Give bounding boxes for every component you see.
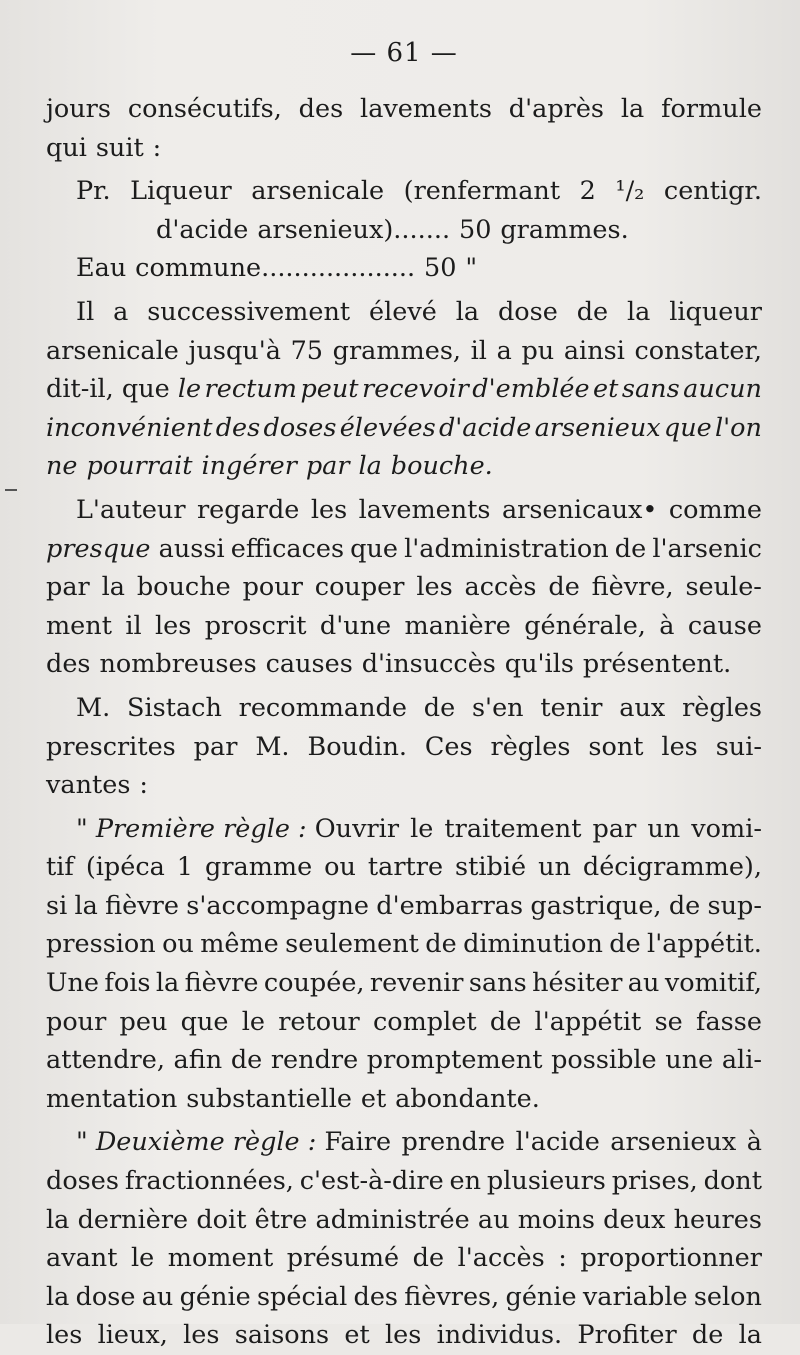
word: fièvres, <box>404 1281 500 1312</box>
word: deux <box>603 1204 666 1235</box>
word: aussi <box>158 533 225 564</box>
word: les <box>310 494 348 525</box>
text-line <box>46 129 762 168</box>
word: gramme <box>205 852 313 883</box>
text-line <box>46 90 762 129</box>
italic-line <box>46 409 762 448</box>
word: seulement <box>285 929 419 960</box>
word: sans <box>621 374 680 405</box>
word: regarde <box>196 494 300 525</box>
word: ainsi <box>563 335 625 366</box>
word: sup- <box>707 890 762 921</box>
word: dose <box>497 296 558 327</box>
text-line <box>46 810 762 849</box>
word: élevé <box>369 296 437 327</box>
word: aux <box>619 692 666 723</box>
word: fractionnées, <box>124 1166 294 1197</box>
word: l'administration <box>404 533 609 564</box>
word: les <box>183 1320 220 1351</box>
word: et <box>593 374 619 405</box>
word: afin <box>173 1045 223 1076</box>
word: le <box>177 374 202 405</box>
word: accès <box>464 572 537 603</box>
word: pu <box>521 335 555 366</box>
word: le <box>241 1006 265 1037</box>
word: pression <box>46 929 156 960</box>
text-line <box>46 964 762 1003</box>
word: vomitif, <box>664 968 762 999</box>
word: fièvre <box>184 968 259 999</box>
text-line <box>46 530 762 569</box>
word: ingérer <box>201 451 297 482</box>
word: élevées <box>339 412 436 443</box>
word: la <box>738 1320 762 1351</box>
word: l'accès <box>457 1243 545 1274</box>
word: arsenieux)....... <box>257 214 451 245</box>
word: diminution <box>463 929 603 960</box>
word: avant <box>46 1243 118 1274</box>
word: 2 <box>579 176 596 207</box>
word: prises, <box>611 1166 698 1197</box>
word: abondante. <box>395 1083 540 1114</box>
word: de <box>489 1006 522 1037</box>
word: ou <box>324 852 356 883</box>
word: (renfermant <box>403 176 561 207</box>
text-line <box>46 1162 762 1201</box>
word: gastrique, <box>530 890 662 921</box>
word: tenir <box>540 692 603 723</box>
word: comme <box>668 494 762 525</box>
text-line <box>46 1080 762 1119</box>
word: s'accompagne <box>186 890 370 921</box>
word: l'appétit. <box>647 929 762 960</box>
word: Liqueur <box>130 176 232 207</box>
word: qui <box>46 132 87 163</box>
word: bouche. <box>390 451 493 482</box>
word: l'acide <box>515 1127 600 1158</box>
word: plusieurs <box>486 1166 606 1197</box>
word: arsenieux <box>610 1127 737 1158</box>
word: ou <box>162 929 194 960</box>
word: lavements <box>360 94 492 124</box>
word: coupée, <box>263 968 365 999</box>
word: Une <box>46 968 100 999</box>
word: formule <box>661 94 762 124</box>
word: constater, <box>634 335 762 366</box>
word: mentation <box>46 1083 178 1114</box>
word: substantielle <box>186 1083 352 1114</box>
word: administrée <box>315 1204 470 1235</box>
word: arsenicale <box>46 335 179 366</box>
word: arsenicaux• <box>501 494 658 525</box>
word: de <box>609 929 641 960</box>
word: retour <box>278 1006 360 1037</box>
word: Ouvrir <box>314 813 400 844</box>
text-body <box>46 90 762 1355</box>
word: liqueur <box>669 296 762 327</box>
word: la <box>101 572 125 603</box>
word: grammes, <box>332 335 462 366</box>
word: spécial <box>256 1281 348 1312</box>
word: saisons <box>234 1320 330 1351</box>
word: c'est-à-dire <box>299 1166 444 1197</box>
text-line <box>46 607 762 646</box>
word: se <box>654 1006 683 1037</box>
word: complet <box>372 1006 477 1037</box>
word: de <box>548 572 580 603</box>
word: une <box>665 1045 714 1076</box>
word: aucun <box>683 374 762 405</box>
word: 75 <box>290 335 324 366</box>
word: Faire <box>324 1127 392 1158</box>
word: de <box>423 692 456 723</box>
word: " <box>465 253 478 284</box>
word: de <box>425 929 457 960</box>
text-line <box>46 1278 762 1317</box>
word: sui- <box>715 731 762 762</box>
word: que <box>663 412 712 443</box>
word: de <box>230 1045 263 1076</box>
word: Pr. <box>76 176 111 207</box>
word: cause <box>687 610 762 641</box>
word: en <box>449 1166 482 1197</box>
word: l'on <box>715 412 762 443</box>
word: d'acide <box>156 214 249 245</box>
word: il <box>470 335 487 366</box>
word: fois <box>104 968 151 999</box>
word: de <box>691 1320 724 1351</box>
word: présumé <box>286 1243 400 1274</box>
word: Sistach <box>127 692 222 723</box>
word: dernière <box>77 1204 189 1235</box>
word: variable <box>582 1281 688 1312</box>
word: proportionner <box>580 1243 762 1274</box>
word: sont <box>588 731 644 762</box>
word: et <box>344 1320 370 1351</box>
text-run <box>159 530 762 569</box>
word: doit <box>196 1204 247 1235</box>
word: générale, <box>524 610 646 641</box>
word: la <box>455 296 480 327</box>
word: dont <box>703 1166 762 1197</box>
word: ne <box>46 451 78 482</box>
word: rendre <box>270 1045 359 1076</box>
word: suit <box>95 132 144 163</box>
word: et <box>360 1083 387 1114</box>
word: 50 <box>458 214 492 245</box>
word: commune................... <box>135 253 416 284</box>
word: efficaces <box>230 533 345 564</box>
word: pour <box>46 1006 107 1037</box>
word: la <box>358 451 382 482</box>
word: par <box>592 813 637 844</box>
rule-heading: " Deuxième règle : <box>76 1127 317 1158</box>
word: 1 <box>176 852 194 883</box>
word: qu'ils <box>504 649 574 680</box>
rule-heading: " Première règle : <box>76 813 307 844</box>
word: Ces <box>424 731 473 762</box>
word: fièvre, <box>591 572 674 603</box>
text-line <box>46 925 762 964</box>
word: seule- <box>685 572 762 603</box>
word: l'arsenic <box>652 533 762 564</box>
word: a <box>113 296 129 327</box>
word: pourrait <box>86 451 193 482</box>
word: attendre, <box>46 1045 165 1076</box>
word: règles <box>682 692 762 723</box>
word: au <box>477 1204 510 1235</box>
text-line <box>46 1003 762 1042</box>
word: la <box>46 1281 70 1312</box>
word: doses <box>46 1166 119 1197</box>
word: de <box>576 296 609 327</box>
word: de <box>614 533 647 564</box>
word: des <box>215 412 261 443</box>
text-line <box>46 766 762 805</box>
word: a <box>496 335 512 366</box>
word: recevoir <box>362 374 469 405</box>
word: d'acide <box>438 412 532 443</box>
word: des <box>353 1281 399 1312</box>
word: de <box>668 890 701 921</box>
word: M. <box>255 731 290 762</box>
text-line <box>46 1041 762 1080</box>
word: ali- <box>721 1045 762 1076</box>
text-line <box>46 370 762 409</box>
word: : <box>152 132 162 163</box>
word: moins <box>517 1204 595 1235</box>
word: manière <box>404 610 511 641</box>
word: s'en <box>471 692 524 723</box>
text-line <box>46 645 762 684</box>
word: causes <box>265 649 353 680</box>
text-line <box>46 848 762 887</box>
page-number: — 61 — <box>350 38 458 68</box>
text-line <box>46 887 762 926</box>
word: au <box>141 1281 174 1312</box>
word: ¹/₂ <box>615 176 645 207</box>
word: que <box>180 1006 229 1037</box>
word: prescrites <box>46 731 176 762</box>
text-line <box>46 332 762 371</box>
word: même <box>200 929 279 960</box>
word: couper <box>314 572 405 603</box>
word: d'insuccès <box>361 649 496 680</box>
word: M. <box>76 692 111 723</box>
formula-line <box>46 172 762 211</box>
word: arsenicale <box>251 176 385 207</box>
word: les <box>416 572 453 603</box>
word: Eau <box>76 253 127 284</box>
word: la <box>74 890 98 921</box>
word: nombreuses <box>99 649 257 680</box>
formula-line <box>46 211 762 250</box>
word: les <box>661 731 698 762</box>
word: il <box>125 610 142 641</box>
word: arsenieux <box>534 412 661 443</box>
word: fasse <box>696 1006 762 1037</box>
formula-line <box>46 249 762 288</box>
word: selon <box>693 1281 762 1312</box>
word: 50 <box>424 253 457 284</box>
word: des <box>46 649 91 680</box>
word: ment <box>46 610 112 641</box>
word: tif <box>46 852 74 883</box>
word: génie <box>179 1281 251 1312</box>
word: génie <box>505 1281 577 1312</box>
word: vomi- <box>691 813 762 844</box>
word: rectum <box>204 374 297 405</box>
word: les <box>385 1320 422 1351</box>
word: prendre <box>401 1127 506 1158</box>
word: possible <box>551 1045 657 1076</box>
word: jours <box>46 94 111 124</box>
word: doses <box>263 412 337 443</box>
word: au <box>627 968 660 999</box>
text-run <box>315 810 762 849</box>
text-line <box>46 1316 762 1355</box>
word: la <box>626 296 651 327</box>
word: de <box>412 1243 445 1274</box>
word: le <box>410 813 434 844</box>
word: lavements <box>358 494 491 525</box>
margin-mark <box>5 489 17 491</box>
word: hésiter <box>532 968 623 999</box>
word: stibié <box>455 852 527 883</box>
word: grammes. <box>500 214 629 245</box>
word: d'emblée <box>472 374 590 405</box>
word: inconvénient <box>46 412 213 443</box>
word: heures <box>673 1204 762 1235</box>
word: dose <box>75 1281 136 1312</box>
word: bouche <box>136 572 231 603</box>
word: vantes <box>46 770 131 801</box>
text-line <box>46 1201 762 1240</box>
word: revenir <box>369 968 464 999</box>
text-line <box>46 728 762 767</box>
word: : <box>139 770 148 801</box>
word: les <box>46 1320 83 1351</box>
word: sans <box>468 968 527 999</box>
word: peu <box>119 1006 168 1037</box>
word: la <box>155 968 180 999</box>
word: l'appétit <box>534 1006 642 1037</box>
word: promptement <box>366 1045 543 1076</box>
word: tartre <box>367 852 444 883</box>
word: règles <box>490 731 571 762</box>
word: être <box>254 1204 308 1235</box>
word: centigr. <box>663 176 762 207</box>
word: peut <box>300 374 359 405</box>
text-run: dit-il, que <box>46 374 170 405</box>
word: fièvre <box>105 890 179 921</box>
word: traitement <box>444 813 582 844</box>
text-line <box>46 1239 762 1278</box>
word: Boudin. <box>307 731 407 762</box>
text-line <box>46 293 762 332</box>
word: à <box>659 610 675 641</box>
word: les <box>154 610 192 641</box>
word: lieux, <box>97 1320 168 1351</box>
italic-run <box>178 370 762 409</box>
word: individus. <box>436 1320 563 1351</box>
word: un <box>647 813 681 844</box>
word: successivement <box>147 296 351 327</box>
text-line <box>46 491 762 530</box>
word: recommande <box>238 692 407 723</box>
word: le <box>131 1243 155 1274</box>
word: que <box>350 533 399 564</box>
word: des <box>298 94 344 124</box>
word: par <box>46 572 90 603</box>
italic-line <box>46 447 762 486</box>
text-line <box>46 1123 762 1162</box>
word: par <box>193 731 238 762</box>
word: proscrit <box>204 610 307 641</box>
word: consécutifs, <box>127 94 282 124</box>
word: moment <box>167 1243 274 1274</box>
word: présentent. <box>582 649 732 680</box>
text-line <box>46 568 762 607</box>
text-line <box>46 689 762 728</box>
word: pour <box>242 572 303 603</box>
word: Profiter <box>577 1320 677 1351</box>
text-run <box>324 1123 762 1162</box>
word: par <box>305 451 350 482</box>
word: d'après <box>508 94 605 124</box>
word: (ipéca <box>85 852 165 883</box>
italic-run: presque <box>46 533 151 564</box>
word: la <box>46 1204 70 1235</box>
word: Il <box>76 296 95 327</box>
word: d'embarras <box>376 890 524 921</box>
word: jusqu'à <box>188 335 281 366</box>
word: si <box>46 890 68 921</box>
word: décigramme), <box>582 852 762 883</box>
word: : <box>558 1243 567 1274</box>
word: d'une <box>319 610 392 641</box>
word: un <box>538 852 571 883</box>
word: à <box>746 1127 762 1158</box>
word: L'auteur <box>76 494 186 525</box>
word: la <box>620 94 645 124</box>
